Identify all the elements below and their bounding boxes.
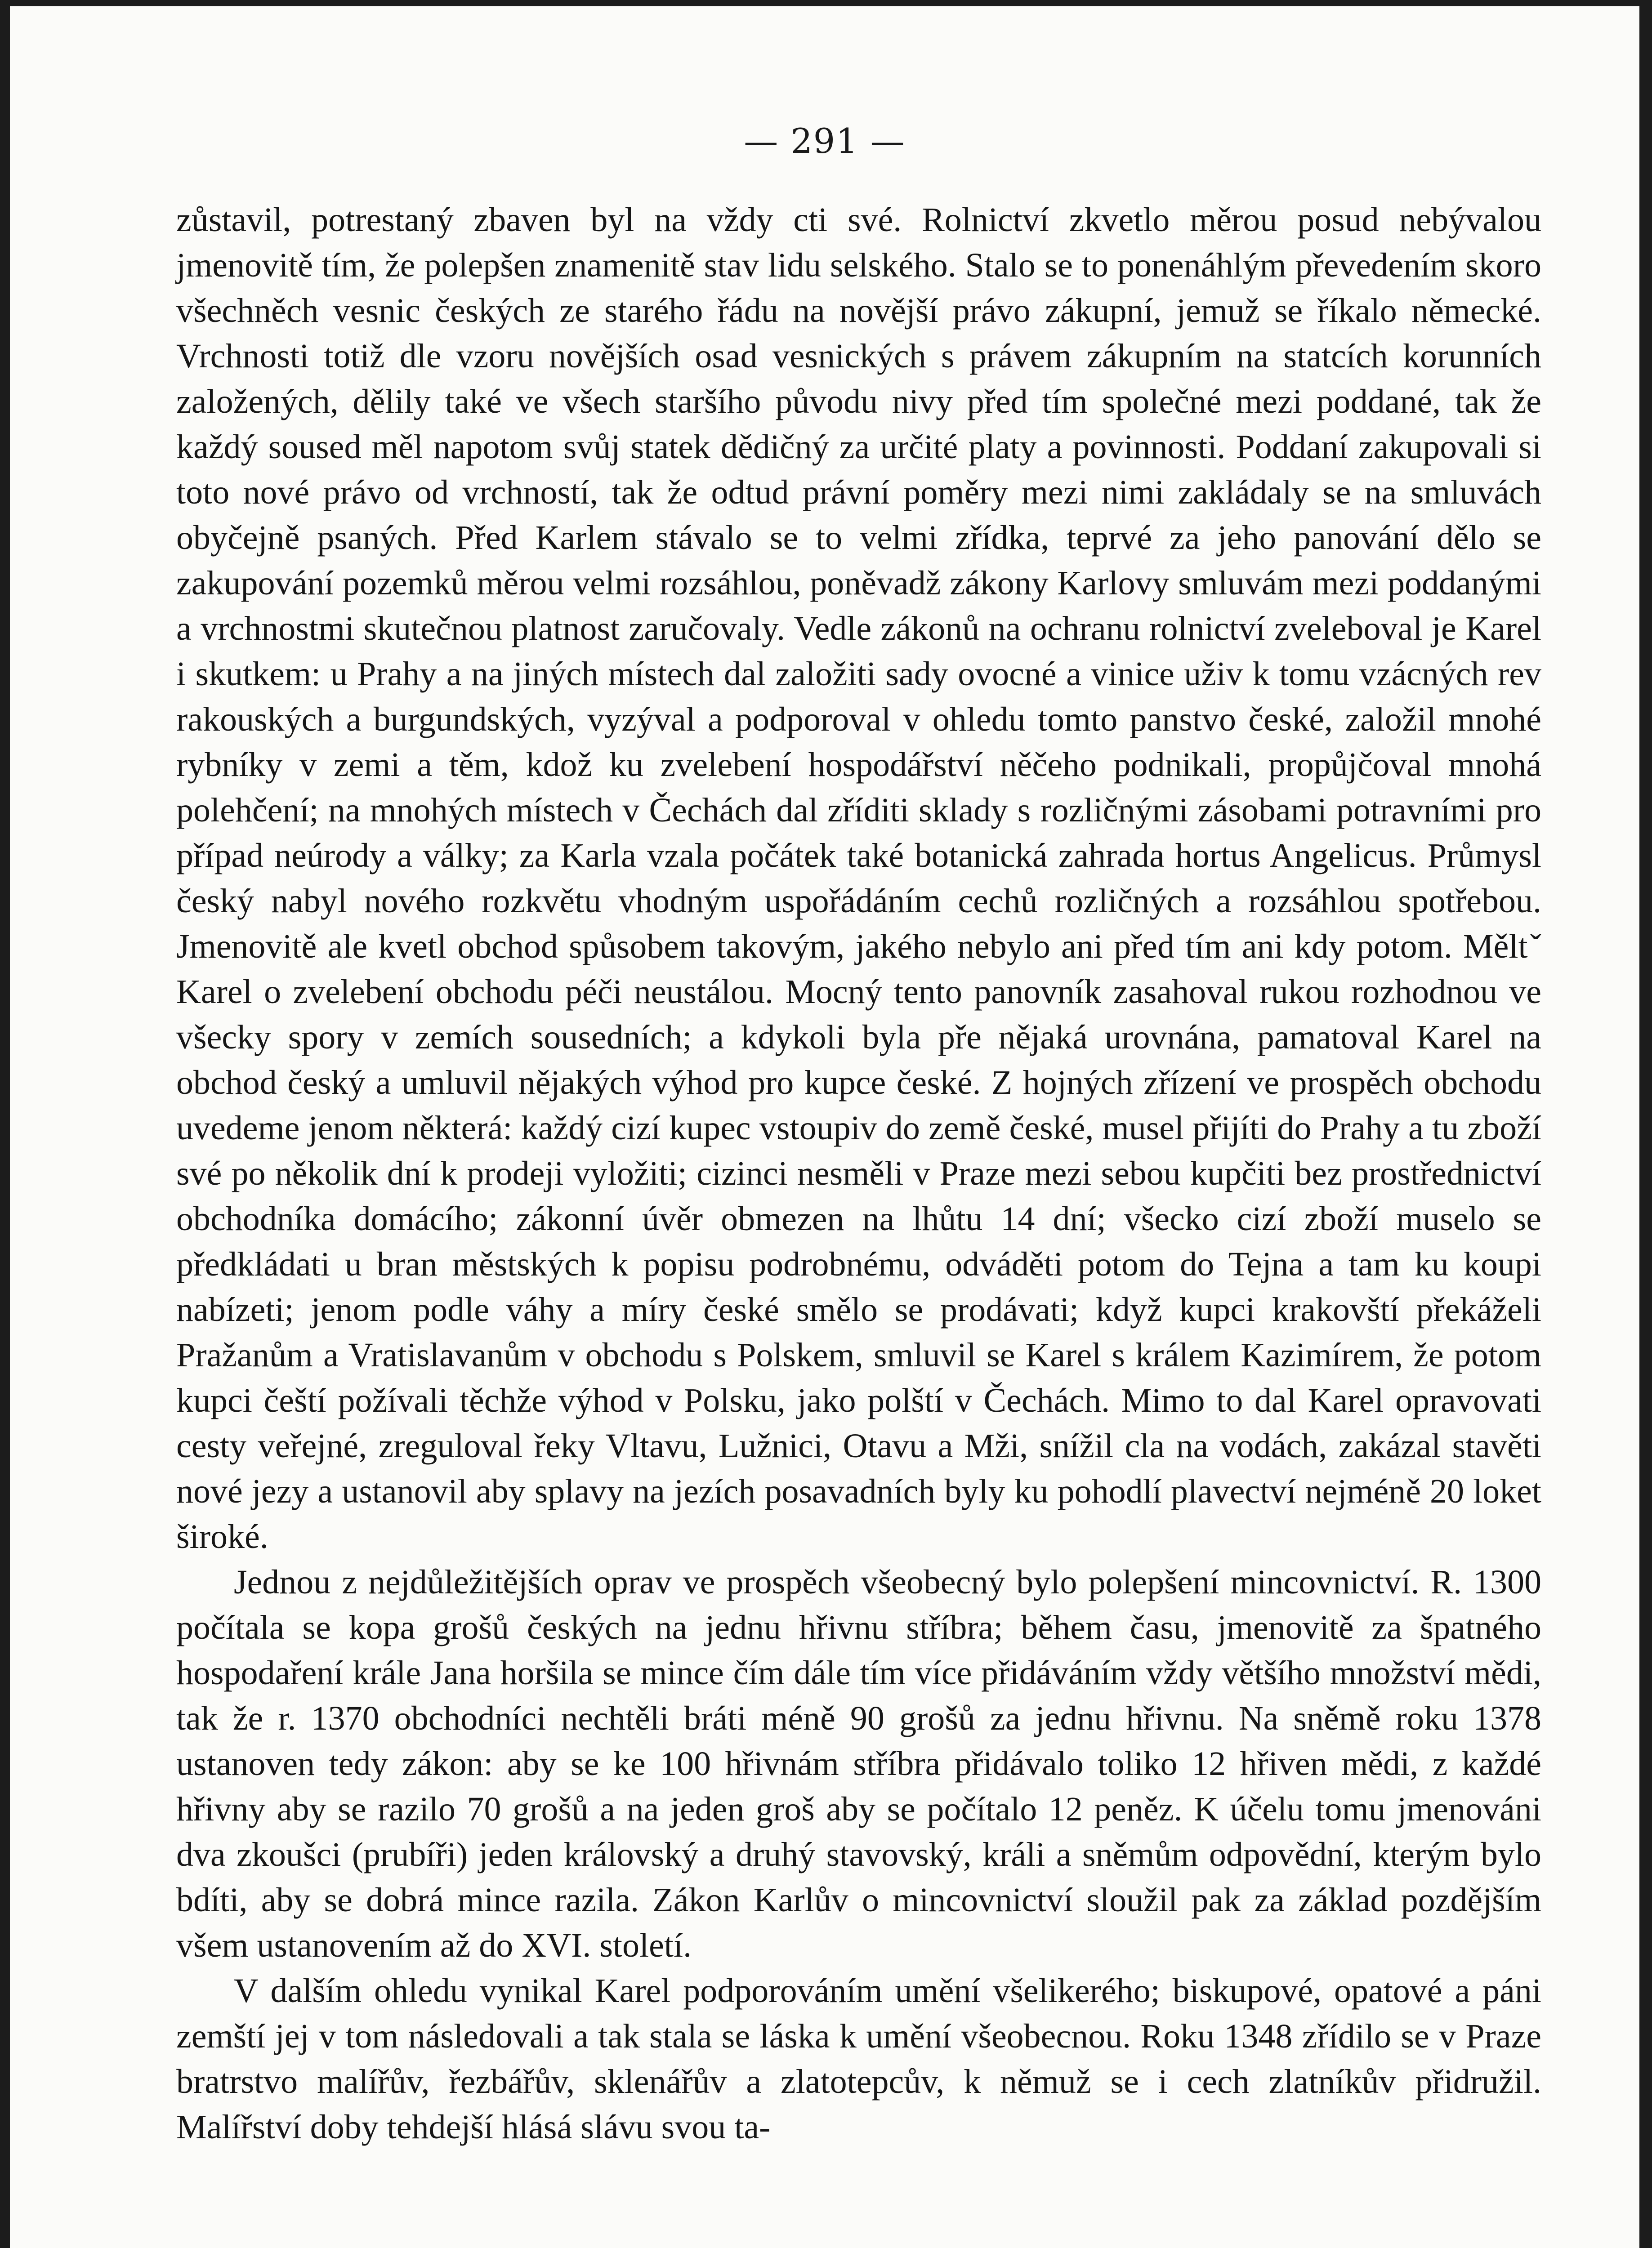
page-number: — 291 — [744,121,906,161]
book-page [10,6,1639,2248]
body-text [176,197,1541,2150]
paragraph-art: V dalším ohledu vynikal Karel podporováním umění všelikerého; biskupové, opatové a páni zemští jej v tom následovali a tak stala se láska k umění všeobecnou. Roku 1348 zřídilo se v Praze bratrstvo malířův, řezbářův, sklenářův a zlatotepcův, k němuž se i cech zlatníkův přidružil. Malířství doby tehdejší hlásá slávu svou ta- [176,1972,1541,2146]
paragraph-agriculture-trade: zůstavil, potrestaný zbaven byl na vždy cti své. Rolnictví zkvetlo měrou posud nebývalou jmenovitě tím, že polepšen znamenitě stav lidu selského. Stalo se to ponenáhlým převedením skoro všechněch vesnic českých ze starého řádu na novější právo zákupní, jemuž se říkalo německé. Vrchnosti totiž dle vzoru novějších osad vesnických s právem zákupním na statcích korunních založených, dělily také ve všech staršího původu nivy před tím společné mezi poddané, tak že každý soused měl napotom svůj statek dědičný za určité platy a povinnosti. Poddaní zakupovali si toto nové právo od vrchností, tak že odtud právní poměry mezi nimi zakládaly se na smluvách obyčejně psaných. Před Karlem stávalo se to velmi zřídka, teprvé za jeho panování dělo se zakupování pozemků měrou velmi rozsáhlou, poněvadž zákony Karlovy smluvám mezi poddanými a vrchnostmi skutečnou platnost zaručovaly. Vedle zákonů na ochranu rolnictví zveleboval je Karel i skutkem: u Prahy a na jiných místech dal založiti sady ovocné a vinice uživ k tomu vzácných rev rakouských a burgundských, vyzýval a podporoval v ohledu tomto panstvo české, založil mnohé rybníky v zemi a těm, kdož ku zvelebení hospodářství něčeho podnikali, propůjčoval mnohá polehčení; na mnohých místech v Čechách dal zříditi sklady s rozličnými zásobami potravními pro případ neúrody a války; za Karla vzala počátek také botanická zahrada hortus Angelicus. Průmysl český nabyl nového rozkvětu vhodným uspořádáním cechů rozličných a rozsáhlou spotřebou. Jmenovitě ale kvetl obchod spůsobem takovým, jakého nebylo ani před tím ani kdy potom. Měltˇ Karel o zvelebení obchodu péči neustálou. Mocný tento panovník zasahoval rukou rozhodnou ve všecky spory v zemích sousedních; a kdykoli byla pře nějaká urovnána, pamatoval Karel na obchod český a umluvil nějakých výhod pro kupce české. Z hojných zřízení ve prospěch obchodu uvedeme jenom některá: každý cizí kupec vstoupiv do země české, musel přijíti do Prahy a tu zboží své po několik dní k prodeji vyložiti; cizinci nesměli v Praze mezi sebou kupčiti bez prostřednictví obchodníka domácího; zákonní úvěr obmezen na lhůtu 14 dní; všecko cizí zboží muselo se předkládati u bran městských k popisu podrobnému, odváděti potom do Tejna a tam ku koupi nabízeti; jenom podle váhy a míry české smělo se prodávati; když kupci krakovští překáželi Pražanům a Vratislavanům v obchodu s Polskem, smluvil se Karel s králem Kazimírem, že potom kupci čeští požívali těchže výhod v Polsku, jako polští v Čechách. Mimo to dal Karel opravovati cesty veřejné, zreguloval řeky Vltavu, Lužnici, Otavu a Mži, snížil cla na vodách, zakázal stavěti nové jezy a ustanovil aby splavy na jezích posavadních byly ku pohodlí plavectví nejméně 20 loket široké. [176,201,1541,1556]
paragraph-coinage: Jednou z nejdůležitějších oprav ve prospěch všeobecný bylo polepšení mincovnictví. R. 1300 počítala se kopa grošů českých na jednu hřivnu stříbra; během času, jmenovitě za špatného hospodaření krále Jana horšila se mince čím dále tím více přidáváním vždy většího množství mědi, tak že r. 1370 obchodníci nechtěli bráti méně 90 grošů za jednu hřivnu. Na sněmě roku 1378 ustanoven tedy zákon: aby se ke 100 hřivnám stříbra přidávalo toliko 12 hřiven mědi, z každé hřivny aby se razilo 70 grošů a na jeden groš aby se počítalo 12 peněz. K účelu tomu jmenováni dva zkoušci (prubíři) jeden královský a druhý stavovský, králi a sněmům odpovědní, kterým bylo bdíti, aby se dobrá mince razila. Zákon Karlův o mincovnictví sloužil pak za základ pozdějším všem ustanovením až do XVI. století. [176,1563,1541,1964]
